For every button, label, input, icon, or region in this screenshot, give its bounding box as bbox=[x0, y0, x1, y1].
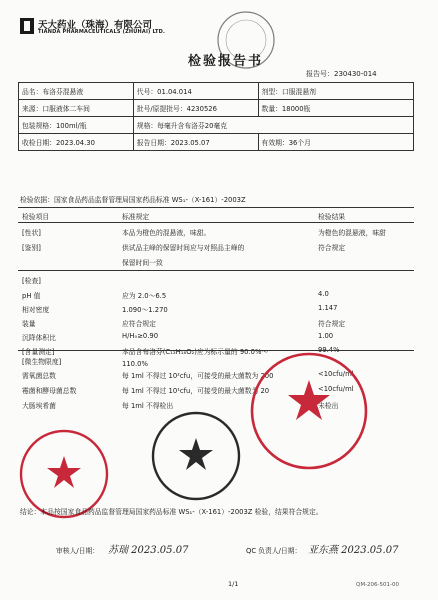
qc-signature: 亚东燕 2023.05.07 bbox=[308, 545, 399, 556]
header-spec: 标准规定 bbox=[122, 213, 150, 221]
row-item: [含量测定] bbox=[22, 348, 55, 356]
info-row bbox=[19, 117, 414, 134]
row-result: <10cfu/ml bbox=[318, 385, 354, 393]
info-cell: 批号/原提批号：4230526 bbox=[133, 100, 258, 117]
test-standard: 检验依据：国家食品药品监督管理局国家药品标准 WS₁-（X-161）-2003Z bbox=[20, 196, 246, 204]
row-result: 符合规定 bbox=[318, 244, 346, 252]
header-item: 检验项目 bbox=[22, 213, 50, 221]
info-row bbox=[19, 83, 414, 100]
company-name-cn: 天大药业（珠海）有限公司 bbox=[38, 20, 153, 31]
section-title: [检查] bbox=[22, 277, 41, 285]
company-name-en: TIANDA PHARMACEUTICALS (ZHUHAI) LTD. bbox=[38, 29, 166, 35]
info-cell: 来源：口服液体二车间 bbox=[19, 100, 134, 117]
reviewer-label: 审核人/日期： bbox=[56, 547, 100, 555]
row-result: 1.00 bbox=[318, 332, 334, 340]
report-number: 报告号：230430-014 bbox=[306, 70, 377, 78]
row-item: 装量 bbox=[22, 320, 36, 328]
row-spec: 每 1ml 不得过 10¹cfu，可接受的最大菌数为 20 bbox=[122, 387, 270, 395]
row-item: 需氧菌总数 bbox=[22, 372, 56, 380]
row-spec: 供试品主峰的保留时间应与对照品主峰的 bbox=[122, 244, 245, 252]
row-spec: 每 1ml 不得过 10²cfu，可接受的最大菌数为 200 bbox=[122, 372, 274, 380]
info-cell: 收检日期：2023.04.30 bbox=[19, 134, 134, 151]
row-item: 霉菌和酵母菌总数 bbox=[22, 387, 77, 395]
conclusion: 结论：本品按国家食品药品监督管理局国家药品标准 WS₁-（X-161）-2003Z 检验，结果符合规定。 bbox=[20, 508, 323, 516]
row-spec: 保留时间一致 bbox=[122, 259, 163, 267]
page-number: 1/1 bbox=[228, 580, 239, 588]
divider bbox=[18, 222, 414, 223]
middle-black-stamp bbox=[150, 410, 242, 502]
info-table bbox=[18, 82, 414, 151]
row-result: 4.0 bbox=[318, 290, 329, 298]
row-result: 99.4% bbox=[318, 346, 340, 354]
row-item: [鉴别] bbox=[22, 244, 41, 252]
section-title: [微生物限度] bbox=[22, 358, 62, 366]
row-result: 未检出 bbox=[318, 402, 339, 410]
row-result: 符合规定 bbox=[318, 320, 346, 328]
row-spec: H/H₀≥0.90 bbox=[122, 332, 159, 340]
info-cell: 代号：01.04.014 bbox=[133, 83, 258, 100]
form-code: QM-206-501-00 bbox=[356, 582, 400, 588]
row-item: 沉降体积比 bbox=[22, 334, 56, 342]
row-item: pH 值 bbox=[22, 292, 41, 300]
row-result: 为橙色的混悬液，味甜 bbox=[318, 229, 386, 237]
row-spec: 本品为橙色的混悬液，味甜。 bbox=[122, 229, 211, 237]
info-cell: 品名：布洛芬混悬液 bbox=[19, 83, 134, 100]
header-result: 检验结果 bbox=[318, 213, 346, 221]
row-spec: 应符合规定 bbox=[122, 320, 156, 328]
info-cell: 剂型：口服混悬剂 bbox=[258, 83, 413, 100]
document-title: 检验报告书 bbox=[188, 54, 264, 69]
row-spec: 本品含布洛芬(C₁₃H₁₈O₂)应为标示量的 90.0%～ bbox=[122, 348, 269, 356]
info-cell: 包装规格：100ml/瓶 bbox=[19, 117, 134, 134]
qc-label: QC 负责人/日期： bbox=[246, 547, 302, 555]
row-item: 大肠埃希菌 bbox=[22, 402, 56, 410]
row-item: [性状] bbox=[22, 229, 41, 237]
info-cell: 数量：18000瓶 bbox=[258, 100, 413, 117]
divider bbox=[18, 270, 414, 271]
right-red-stamp bbox=[248, 350, 370, 472]
company-logo-icon bbox=[20, 18, 34, 34]
row-result: <10cfu/ml bbox=[318, 370, 354, 378]
row-spec: 1.090～1.270 bbox=[122, 306, 168, 314]
divider bbox=[18, 207, 414, 208]
row-result: 1.147 bbox=[318, 304, 338, 312]
info-cell: 有效期：36个月 bbox=[258, 134, 413, 151]
info-row bbox=[19, 100, 414, 117]
row-item: 相对密度 bbox=[22, 306, 50, 314]
reviewer-signature: 苏瑞 2023.05.07 bbox=[108, 545, 189, 556]
row-spec: 110.0% bbox=[122, 360, 148, 368]
row-spec: 应为 2.0～6.5 bbox=[122, 292, 167, 300]
row-spec: 每 1ml 不得检出 bbox=[122, 402, 174, 410]
info-cell: 报告日期：2023.05.07 bbox=[133, 134, 258, 151]
info-cell: 规格：每毫升含布洛芬20毫克 bbox=[133, 117, 413, 134]
info-row bbox=[19, 134, 414, 151]
